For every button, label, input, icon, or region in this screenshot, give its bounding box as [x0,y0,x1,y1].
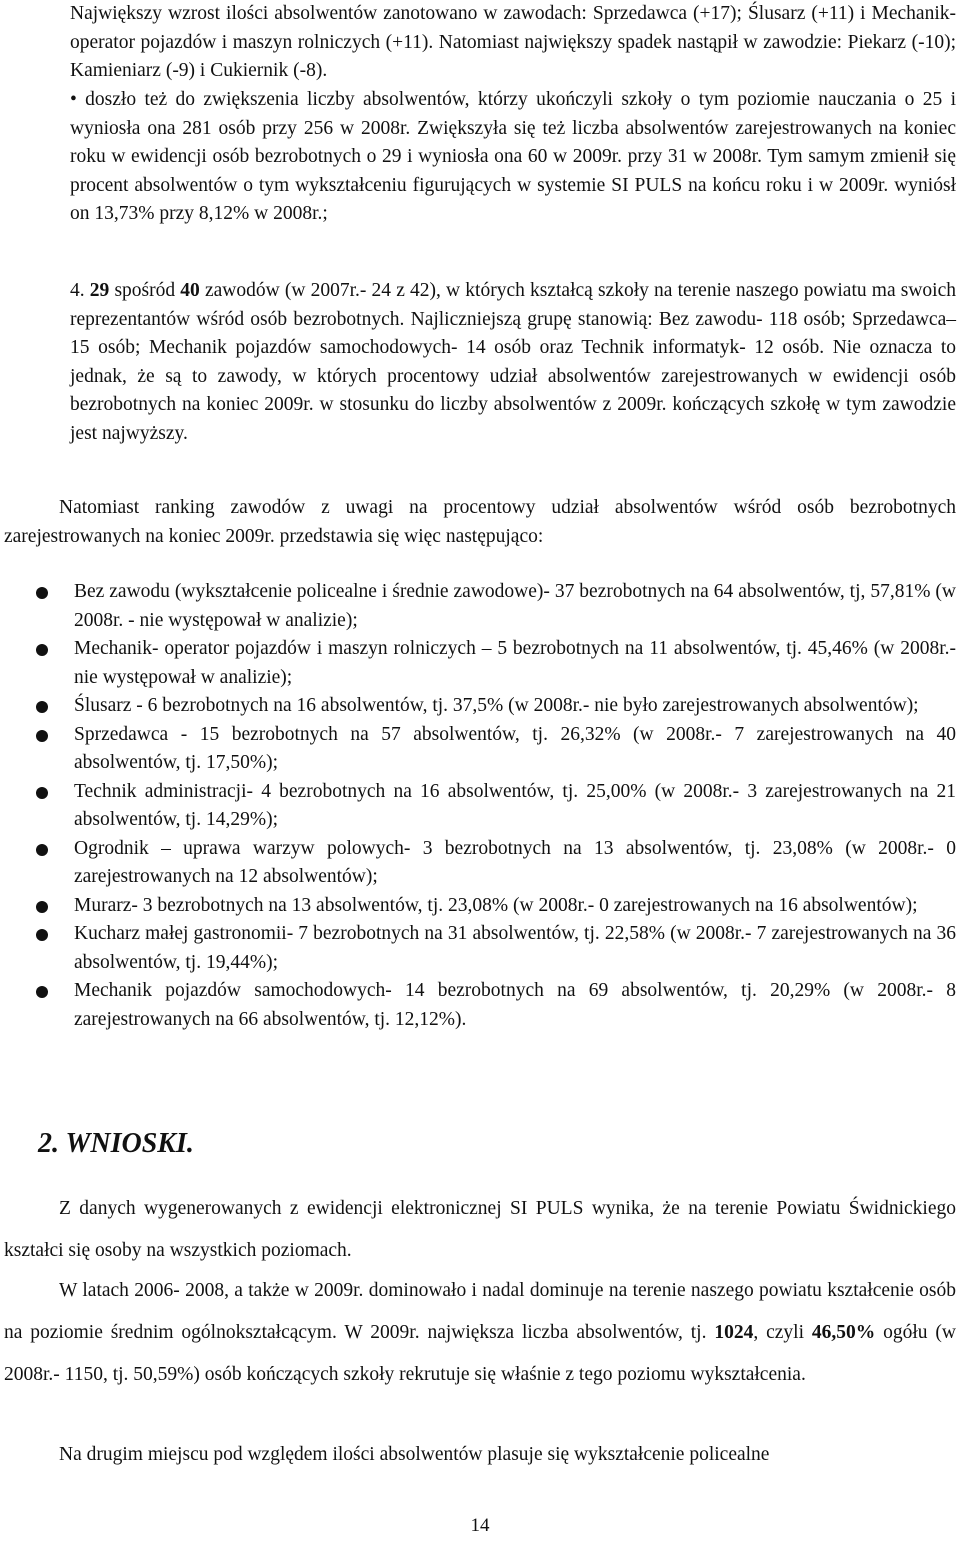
list-item [36,635,956,692]
list-item-text: Bez zawodu (wykształcenie policealne i średnie zawodowe)- 37 bezrobotnych na 64 absolwentów, tj, 57,81% (w 2008r. - nie występował w analizie); [74,581,956,631]
list-item-text: Sprzedawca - 15 bezrobotnych na 57 absolwentów, tj. 26,32% (w 2008r.- 7 zarejestrowanych na 40 absolwentów, tj. 17,50%); [74,723,956,773]
bullet-dot-icon [36,844,48,856]
paragraph-conclusion-postsecondary: Na drugim miejscu pod względem ilości absolwentów plasuje się wykształcenie policealne [59,1444,770,1465]
list-item-text: Mechanik- operator pojazdów i maszyn rolniczych – 5 bezrobotnych na 11 absolwentów, tj. 45,46% (w 2008r.- nie występował w analizie); [74,638,956,688]
bullet-dot-icon [36,787,48,799]
paragraph-professions-count [70,277,956,448]
list-item-text: Technik administracji- 4 bezrobotnych na 16 absolwentów, tj. 25,00% (w 2008r.- 3 zarejestrowanych na 21 absolwentów, tj. 14,29%); [74,780,956,830]
list-item-text: Murarz- 3 bezrobotnych na 13 absolwentów, tj. 23,08% (w 2008r.- 0 zarejestrowanych na 16 absolwentów); [74,894,918,916]
bullet-dot-icon [36,730,48,742]
bullet-dot-icon [36,986,48,998]
paragraph-ranking-intro: Natomiast ranking zawodów z uwagi na procentowy udział absolwentów wśród osób bezrobotnych zarejestrowanych na koniec 2009r. przedstawia się więc następująco: [4,497,956,547]
list-item [36,721,956,778]
inline-text: , czyli [753,1322,812,1343]
bullet-dot-icon [36,901,48,913]
list-item [36,778,956,835]
bullet-dot-icon [36,701,48,713]
bullet-dot-icon [36,929,48,941]
list-item-text: Mechanik pojazdów samochodowych- 14 bezrobotnych na 69 absolwentów, tj. 20,29% (w 2008r.- 8 zarejestrowanych na 66 absolwentów, tj. 12,12%). [74,980,956,1030]
bullet-dot-icon [36,587,48,599]
list-item [36,835,956,892]
section-heading: 2. WNIOSKI. [38,1128,194,1159]
list-item [36,892,956,921]
paragraph-growth-decline: Największy wzrost ilości absolwentów zanotowano w zawodach: Sprzedawca (+17); Ślusarz (+11) i Mechanik- operator pojazdów i maszyn rolniczych (+11). Natomiast największy spadek nastąpił w zawodzie: Piekarz (-10); Kamieniarz (-9) i Cukiernik (-8). [70,3,956,81]
list-item [36,692,956,721]
bold-value: 40 [180,280,200,301]
list-item [36,578,956,635]
paragraph-conclusion-secondary [4,1270,956,1396]
inline-text: spośród [109,280,181,301]
paragraph-graduates-increase: • doszło też do zwiększenia liczby absolwentów, którzy ukończyli szkoły o tym poziomie nauczania o 25 i wyniosła ona 281 osób przy 256 w 2008r. Zwiększyła się też liczba absolwentów zarejestrowanych na koniec roku w ewidencji osób bezrobotnych o 29 i wyniosła ona 60 w 2009r. przy 31 w 2008r. Tym samym zmienił się procent absolwentów o tym wykształceniu figurujących w systemie SI PULS na końcu roku i w 2009r. wyniósł on 13,73% przy 8,12% w 2008r.; [70,89,956,224]
ranking-list [36,578,956,1034]
bold-value: 46,50% [811,1322,876,1343]
page-number: 14 [470,1515,490,1536]
list-item-text: Ogrodnik – uprawa warzyw polowych- 3 bezrobotnych na 13 absolwentów, tj. 23,08% (w 2008r.- 0 zarejestrowanych na 12 absolwentów); [74,837,956,887]
bold-value: 29 [89,280,110,301]
inline-text: zawodów (w 2007r.- 24 z 42), w których kształcą szkoły na terenie naszego powiatu ma swoich reprezentantów wśród osób bezrobotnych. Najliczniejszą grupę stanowią: Bez zawodu- 118 osób; Sprzedawca– 15 osób; Mechanik pojazdów samochodowych- 14 osób oraz Technik informatyk- 12 osób. Nie oznacza to jednak, że są to zawody, w których procentowy udział absolwentów zarejestrowanych w ewidencji osób bezrobotnych na koniec 2009r. w stosunku do liczby absolwentów z 2009r. kończących szkołę w tym zawodzie jest najwyższy. [70,280,957,444]
bold-value: 1024 [714,1322,754,1343]
list-number: 4. [70,280,90,301]
inline-text: W latach 2006- 2008, a także w 2009r. dominowało i nadal dominuje na terenie naszego powiatu kształcenie osób na poziomie średnim ogólnokształcącym. W 2009r. największa liczba absolwentów, tj. [4,1280,956,1343]
inline-text: ogółu (w 2008r.- 1150, tj. 50,59%) osób kończących szkoły rekrutuje się właśnie z tego poziomu wykształcenia. [4,1322,956,1385]
bullet-dot-icon [36,644,48,656]
list-item-text: Kucharz małej gastronomii- 7 bezrobotnych na 31 absolwentów, tj. 22,58% (w 2008r.- 7 zarejestrowanych na 36 absolwentów, tj. 19,44%); [74,923,956,973]
list-item-text: Ślusarz - 6 bezrobotnych na 16 absolwentów, tj. 37,5% (w 2008r.- nie było zarejestrowanych absolwentów); [74,695,919,716]
list-item [36,977,956,1034]
list-item [36,920,956,977]
paragraph-conclusion-levels: Z danych wygenerowanych z ewidencji elektronicznej SI PULS wynika, że na terenie Powiatu Świdnickiego kształci się osoby na wszystkich poziomach. [4,1198,956,1261]
